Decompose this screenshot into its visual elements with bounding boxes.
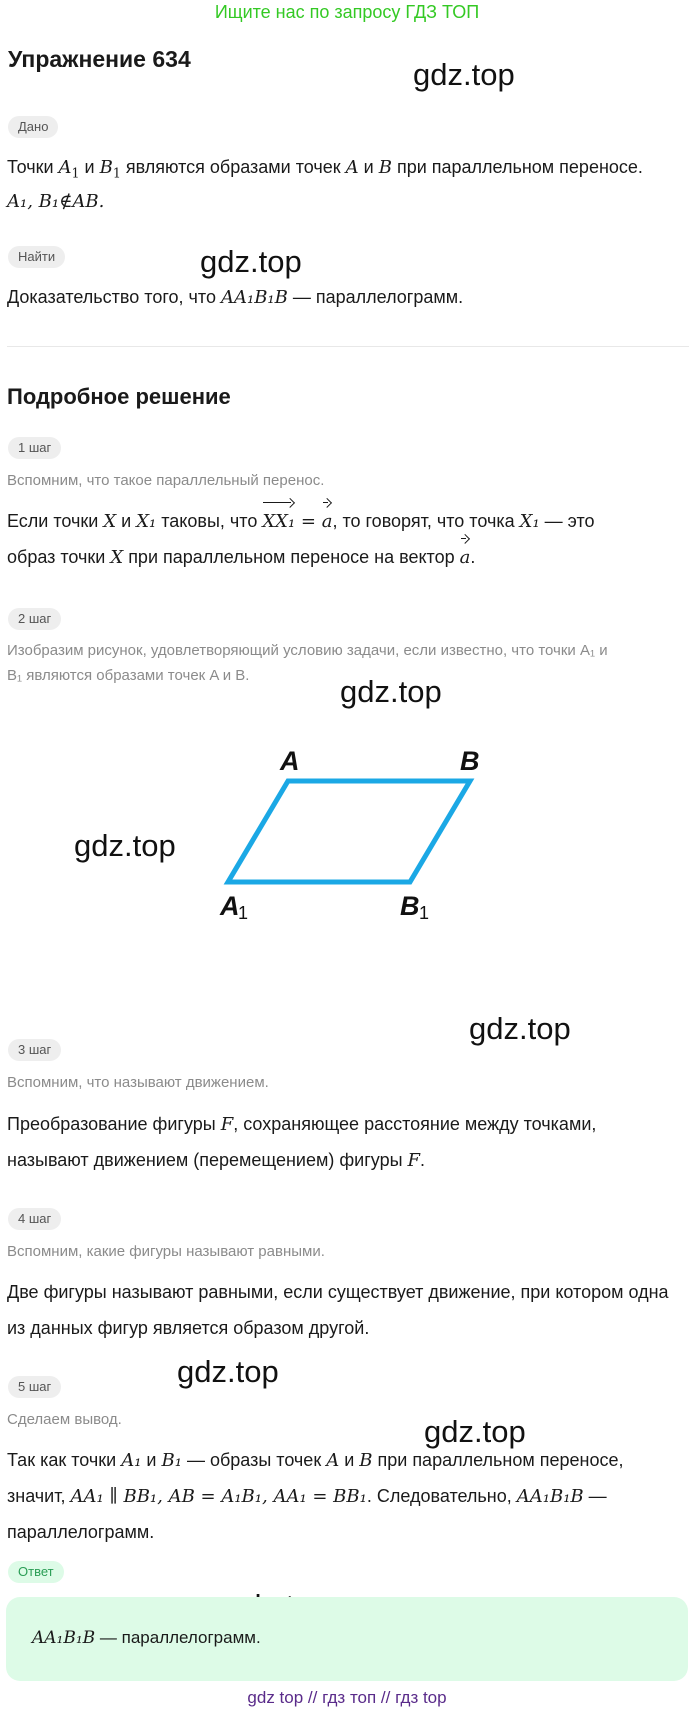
step4-line2: из данных фигур является образом другой. [7,1318,370,1338]
step1-line1: Если точки X и X₁ таковы, что XX₁ = a, то говорят, что точка X₁ — это [7,503,595,540]
given-condition: A₁, B₁∉AB. [7,191,105,212]
find-badge: Найти [8,246,65,268]
label-A1-sub: 1 [238,903,249,923]
watermark: gdz.top [413,57,515,92]
step3-line2: называют движением (перемещением) фигуры F. [7,1150,426,1171]
watermark: gdz.top [74,828,176,863]
given-text: Точки $A_1$ и $B_1$ являются образами точек A и B при параллельном переносе. [7,157,643,181]
watermark: gdz.top [340,674,442,709]
promo-banner[interactable]: Ищите нас по запросу ГДЗ ТОП [214,2,480,22]
label-B1: B [400,891,420,921]
step5-badge: 5 шаг [8,1376,61,1398]
step3-badge: 3 шаг [8,1039,61,1061]
step1-note: Вспомним, что такое параллельный перенос. [7,472,325,489]
step5-line2: значит, AA₁ ∥ BB₁, AB = A₁B₁, AA₁ = BB₁. Следовательно, AA₁B₁B — [7,1486,607,1507]
divider [7,346,689,347]
watermark: gdz.top [200,244,302,279]
watermark: gdz.top [177,1354,279,1389]
step3-line1: Преобразование фигуры F, сохраняющее расстояние между точками, [7,1114,597,1135]
step5-line3: параллелограмм. [7,1522,155,1542]
step4-line1: Две фигуры называют равными, если существует движение, при котором одна [7,1282,669,1302]
step3-note: Вспомним, что называют движением. [7,1074,269,1091]
exercise-title: Упражнение 634 [8,46,191,72]
parallelogram-figure [200,730,500,930]
step1-badge: 1 шаг [8,437,61,459]
step2-badge: 2 шаг [8,608,61,630]
step2-note-line1: Изобразим рисунок, удовлетворяющий условию задачи, если известно, что точки A₁ и [7,642,608,659]
step4-badge: 4 шаг [8,1208,61,1230]
answer-badge: Ответ [8,1561,64,1583]
watermark: gdz.top [469,1011,571,1046]
answer-text: AA₁B₁B — параллелограмм. [32,1628,261,1648]
step1-line2: образ точки X при параллельном переносе на вектор a. [7,539,475,576]
watermark: gdz.top [424,1414,526,1449]
parallelogram-shape [228,781,470,882]
step5-line1: Так как точки A₁ и B₁ — образы точек A и B при параллельном переносе, [7,1450,624,1471]
step2-note-line2: B₁ являются образами точек A и B. [7,667,250,684]
label-B: B [460,746,480,776]
label-A1: A [220,891,240,921]
footer-links[interactable]: gdz top // гдз топ // гдз top [247,1688,447,1707]
step5-note: Сделаем вывод. [7,1411,122,1428]
label-B1-sub: 1 [419,903,430,923]
step4-note: Вспомним, какие фигуры называют равными. [7,1243,325,1260]
label-A: A [280,746,300,776]
solution-heading: Подробное решение [7,384,231,409]
given-badge: Дано [8,116,58,138]
find-text: Доказательство того, что AA₁B₁B — параллелограмм. [7,287,464,308]
